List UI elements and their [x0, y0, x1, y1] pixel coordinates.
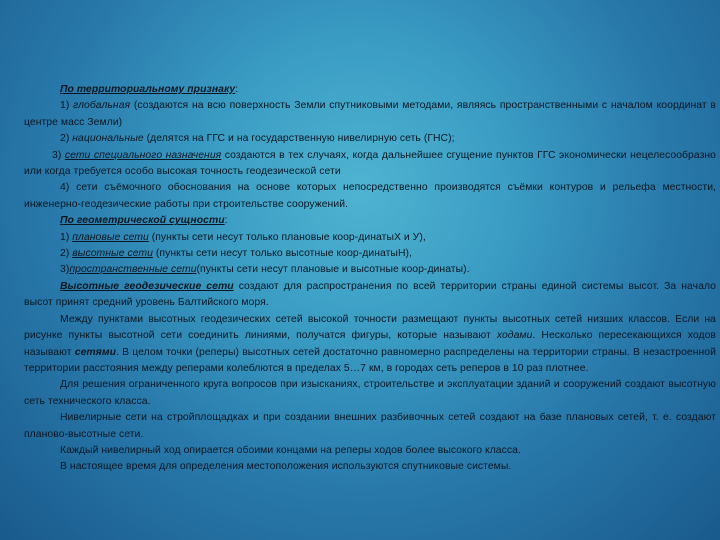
- paragraph-benchmarks: [24, 443, 716, 459]
- paragraph-construction: [24, 410, 716, 443]
- paragraph-benchmarks-text: Каждый нивелирный ход опирается обоими концами на реперы ходов более высокого класса.: [60, 444, 521, 456]
- paragraph-national-text: (делятся на ГГС и на государственную нивелирную сеть (ГНС);: [143, 133, 455, 145]
- paragraph-survey-text: 4) сети съёмочного обоснования на основе которых непосредственно производятся съёмки контуров и рельефа местности, инженерно-геодезические работы при строительстве сооружений.: [24, 182, 716, 210]
- term-height: высотные сети: [72, 248, 153, 260]
- term-spatial: пространственные сети: [69, 264, 197, 276]
- paragraph-height: [24, 246, 716, 262]
- heading-territorial: [24, 82, 716, 98]
- term-global: глобальная: [73, 100, 131, 112]
- heading-territorial-colon: :: [235, 84, 239, 95]
- paragraph-national: [24, 131, 716, 147]
- term-traverses: ходами: [496, 330, 533, 342]
- paragraph-spatial: [24, 262, 716, 278]
- paragraph-technical-text: Для решения ограниченного круга вопросов при изысканиях, строительстве и эксплуатации зданий и сооружений создают высотную сеть технического класса.: [24, 379, 716, 407]
- slide-text-body: [24, 82, 716, 476]
- paragraph-height-text: (пункты сети несут только высотные коор-динатыН),: [152, 248, 412, 260]
- item-number: 3): [60, 264, 70, 276]
- term-special: сети специального назначения: [64, 149, 222, 161]
- paragraph-height-networks-text: создают для распространения по всей территории страны единой системы высот. За начало высот принят средний уровень Балтийского моря.: [24, 280, 716, 309]
- paragraph-technical: [24, 377, 716, 410]
- item-number: 3): [52, 149, 65, 161]
- term-networks: сетями: [74, 346, 116, 358]
- item-number: 1): [60, 231, 73, 243]
- paragraph-global-text: (создаются на всю поверхность Земли спутниковыми методами, являясь пространственными с началом координат в центре масс Земли): [24, 100, 717, 128]
- heading-geometric: [24, 213, 716, 229]
- paragraph-traverses-text-c: . В целом точки (реперы) высотных сетей достаточно равномерно распределены на территории страны. В незастроенной территории расстояния между реперами колеблются в пределах 5…7 км, в городах сеть реперов в 10 раз плотнее.: [24, 346, 716, 374]
- heading-geometric-label: По геометрической сущности: [60, 215, 225, 227]
- paragraph-planar-text: (пункты сети несут только плановые коор-динатыX и У),: [148, 231, 426, 243]
- paragraph-global: [24, 98, 716, 131]
- term-planar: плановые сети: [72, 231, 149, 243]
- paragraph-spatial-text: (пункты сети несут плановые и высотные коор-динаты).: [196, 264, 470, 276]
- heading-territorial-label: По территориальному признаку: [60, 84, 236, 95]
- paragraph-planar: [24, 230, 716, 246]
- paragraph-special-text: создаются в тех случаях, когда дальнейшее сгущение пунктов ГГС экономически нецелесообразно или когда требуется особо высокая точность геодезической сети: [24, 149, 717, 178]
- paragraph-traverses-text-b: . Несколько пересекающихся ходов называют: [24, 330, 716, 358]
- paragraph-height-networks: [24, 279, 716, 312]
- paragraph-special: [24, 148, 716, 181]
- paragraph-traverses-text-a: Между пунктами высотных геодезических сетей высокой точности размещают пункты высотных сетей низших классов. Если на рисунке пункты высотной сети соединить линиями, получатся фигуры, которые называют: [24, 313, 716, 342]
- paragraph-traverses: [24, 312, 716, 378]
- item-number: 1): [60, 100, 74, 112]
- paragraph-survey: [24, 180, 716, 213]
- term-height-networks: Высотные геодезические сети: [60, 280, 234, 292]
- item-number: 2): [60, 248, 73, 260]
- paragraph-construction-text: Нивелирные сети на стройплощадках и при создании внешних разбивочных сетей создают на базе плановых сетей, т. е. создают планово-высотные сети.: [24, 412, 716, 440]
- term-national: национальные: [72, 133, 144, 145]
- item-number: 2): [60, 133, 73, 145]
- heading-geometric-colon: :: [224, 215, 228, 227]
- paragraph-satellite: [24, 459, 716, 475]
- paragraph-satellite-text: В настоящее время для определения местоположения используются спутниковые системы.: [60, 461, 512, 473]
